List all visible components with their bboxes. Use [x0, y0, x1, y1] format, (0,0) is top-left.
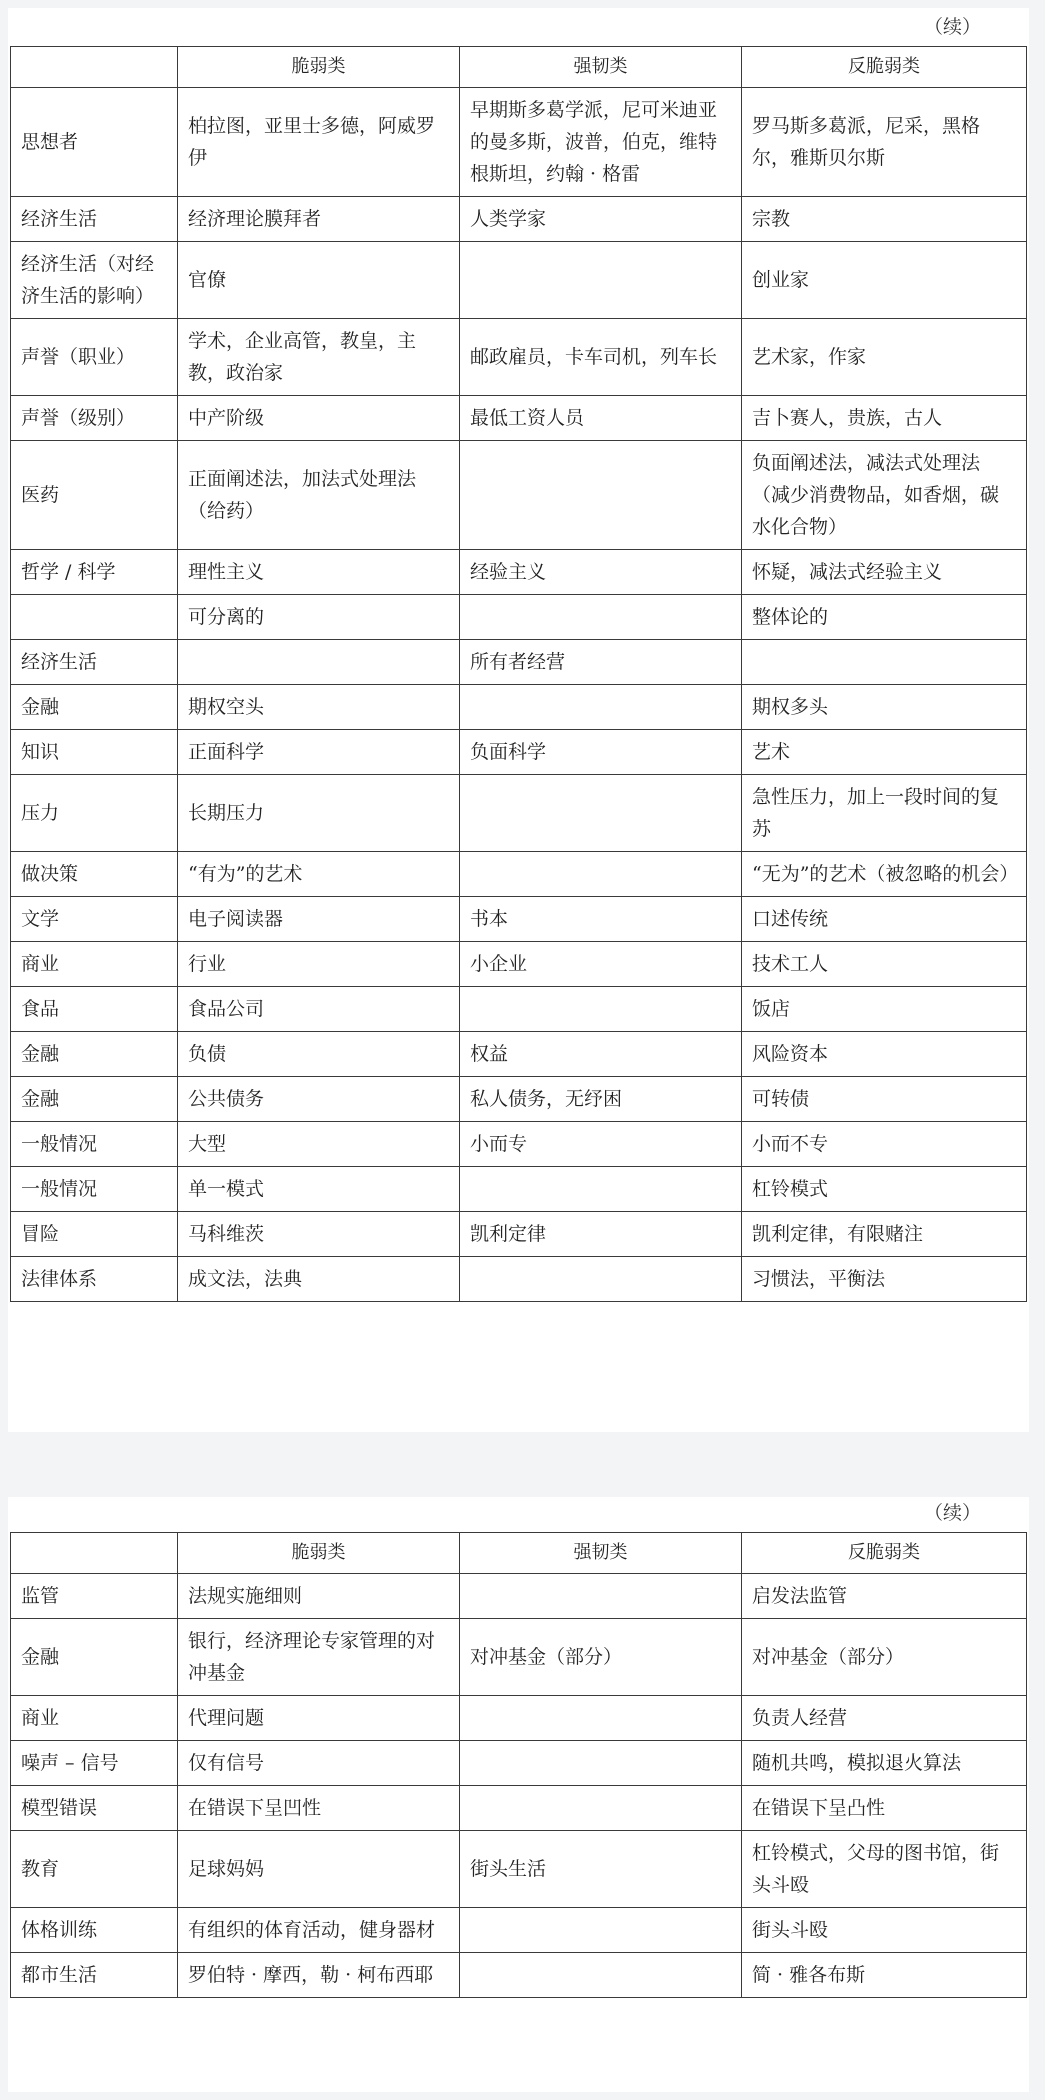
table-cell: 中产阶级 [178, 396, 460, 441]
table-cell [460, 242, 742, 319]
table-cell [460, 1786, 742, 1831]
table-cell: 理性主义 [178, 550, 460, 595]
row-category-cell: 法律体系 [11, 1257, 178, 1302]
table-cell: 官僚 [178, 242, 460, 319]
row-category-cell: 噪声 – 信号 [11, 1741, 178, 1786]
table-cell: 最低工资人员 [460, 396, 742, 441]
row-category-cell: 经济生活 [11, 640, 178, 685]
table-row [11, 319, 1027, 396]
table-cell: 权益 [460, 1032, 742, 1077]
table-cell: 成文法，法典 [178, 1257, 460, 1302]
table-cell [460, 1167, 742, 1212]
comparison-table-2 [10, 1532, 1027, 1998]
table-row [11, 1741, 1027, 1786]
table-row [11, 1696, 1027, 1741]
table-cell: 有组织的体育活动，健身器材 [178, 1908, 460, 1953]
row-category-cell: 文学 [11, 897, 178, 942]
table-cell: 经济理论膜拜者 [178, 197, 460, 242]
table-cell: 负面科学 [460, 730, 742, 775]
header-column-1: 脆弱类 [178, 1533, 460, 1574]
table-panel-1 [8, 8, 1029, 1432]
table-cell: 艺术 [742, 730, 1027, 775]
table-cell: 小企业 [460, 942, 742, 987]
row-category-cell: 医药 [11, 441, 178, 550]
table-cell: 杠铃模式 [742, 1167, 1027, 1212]
table-cell: 马科维茨 [178, 1212, 460, 1257]
table-cell [460, 1741, 742, 1786]
table-row [11, 1032, 1027, 1077]
table-row [11, 1122, 1027, 1167]
row-category-cell [11, 595, 178, 640]
table-panel-2 [8, 1497, 1029, 2092]
table-cell: 对冲基金（部分） [742, 1619, 1027, 1696]
table-cell: 街头斗殴 [742, 1908, 1027, 1953]
table-row [11, 852, 1027, 897]
row-category-cell: 金融 [11, 685, 178, 730]
table-cell [460, 1696, 742, 1741]
table-cell: 饭店 [742, 987, 1027, 1032]
table-cell [460, 987, 742, 1032]
table-cell [460, 1257, 742, 1302]
table-cell: 简 · 雅各布斯 [742, 1953, 1027, 1998]
table-cell [460, 775, 742, 852]
table-cell: 负债 [178, 1032, 460, 1077]
table-row [11, 775, 1027, 852]
table-row [11, 640, 1027, 685]
table-cell: 学术，企业高管，教皇，主教，政治家 [178, 319, 460, 396]
table-row [11, 396, 1027, 441]
table-row [11, 1953, 1027, 1998]
table-cell: 电子阅读器 [178, 897, 460, 942]
header-category [11, 47, 178, 88]
table-cell: 小而专 [460, 1122, 742, 1167]
table-row [11, 897, 1027, 942]
table-cell: 小而不专 [742, 1122, 1027, 1167]
table-cell: 习惯法，平衡法 [742, 1257, 1027, 1302]
table-cell [460, 441, 742, 550]
table-row [11, 1908, 1027, 1953]
table-cell: 宗教 [742, 197, 1027, 242]
table-row [11, 1077, 1027, 1122]
table-cell: 罗伯特 · 摩西，勒 · 柯布西耶 [178, 1953, 460, 1998]
table-cell: 期权多头 [742, 685, 1027, 730]
table-row [11, 1257, 1027, 1302]
row-category-cell: 一般情况 [11, 1167, 178, 1212]
row-category-cell: 经济生活 [11, 197, 178, 242]
table-row [11, 595, 1027, 640]
table-cell: 杠铃模式，父母的图书馆，街头斗殴 [742, 1831, 1027, 1908]
table-cell: 柏拉图，亚里士多德，阿威罗伊 [178, 88, 460, 197]
table-cell [178, 640, 460, 685]
table-row [11, 550, 1027, 595]
table-row [11, 1212, 1027, 1257]
table-cell: 怀疑，减法式经验主义 [742, 550, 1027, 595]
comparison-table-1 [10, 46, 1027, 1302]
table-row [11, 441, 1027, 550]
table-cell: 罗马斯多葛派，尼采，黑格尔，雅斯贝尔斯 [742, 88, 1027, 197]
header-column-2: 强韧类 [460, 1533, 742, 1574]
table-cell: 代理问题 [178, 1696, 460, 1741]
row-category-cell: 哲学 / 科学 [11, 550, 178, 595]
header-column-3: 反脆弱类 [742, 47, 1027, 88]
header-column-3: 反脆弱类 [742, 1533, 1027, 1574]
row-category-cell: 压力 [11, 775, 178, 852]
row-category-cell: 思想者 [11, 88, 178, 197]
table-cell: 足球妈妈 [178, 1831, 460, 1908]
table-row [11, 1786, 1027, 1831]
table-cell: 期权空头 [178, 685, 460, 730]
table-cell: 艺术家，作家 [742, 319, 1027, 396]
table-cell: 口述传统 [742, 897, 1027, 942]
row-category-cell: 一般情况 [11, 1122, 178, 1167]
continued-label: （续） [923, 1502, 981, 1524]
table-cell: 早期斯多葛学派，尼可米迪亚的曼多斯，波普，伯克，维特根斯坦，约翰 · 格雷 [460, 88, 742, 197]
table-cell: 街头生活 [460, 1831, 742, 1908]
table-cell: 启发法监管 [742, 1574, 1027, 1619]
row-category-cell: 金融 [11, 1032, 178, 1077]
table-cell: 负责人经营 [742, 1696, 1027, 1741]
table-cell [460, 595, 742, 640]
table-cell: 对冲基金（部分） [460, 1619, 742, 1696]
table-cell: 食品公司 [178, 987, 460, 1032]
table-cell: 可转债 [742, 1077, 1027, 1122]
table-row [11, 1574, 1027, 1619]
row-category-cell: 教育 [11, 1831, 178, 1908]
row-category-cell: 声誉（职业） [11, 319, 178, 396]
table-cell: 在错误下呈凹性 [178, 1786, 460, 1831]
table-cell: 私人债务，无纾困 [460, 1077, 742, 1122]
table-row [11, 242, 1027, 319]
table-cell: 法规实施细则 [178, 1574, 460, 1619]
table-cell: 凯利定律 [460, 1212, 742, 1257]
table-cell: 技术工人 [742, 942, 1027, 987]
row-category-cell: 知识 [11, 730, 178, 775]
row-category-cell: 冒险 [11, 1212, 178, 1257]
table-cell: 经验主义 [460, 550, 742, 595]
table-cell: 凯利定律，有限赌注 [742, 1212, 1027, 1257]
table-cell: 正面科学 [178, 730, 460, 775]
table-cell [460, 852, 742, 897]
continued-label: （续） [923, 16, 981, 38]
row-category-cell: 模型错误 [11, 1786, 178, 1831]
row-category-cell: 体格训练 [11, 1908, 178, 1953]
table-row [11, 1619, 1027, 1696]
table-cell: 邮政雇员，卡车司机，列车长 [460, 319, 742, 396]
table-cell: 行业 [178, 942, 460, 987]
table-cell: 人类学家 [460, 197, 742, 242]
table-cell: 吉卜赛人，贵族，古人 [742, 396, 1027, 441]
table-row [11, 987, 1027, 1032]
table-cell [460, 1574, 742, 1619]
row-category-cell: 做决策 [11, 852, 178, 897]
table-cell [460, 685, 742, 730]
header-column-2: 强韧类 [460, 47, 742, 88]
row-category-cell: 食品 [11, 987, 178, 1032]
table-row [11, 197, 1027, 242]
table-cell: 风险资本 [742, 1032, 1027, 1077]
row-category-cell: 都市生活 [11, 1953, 178, 1998]
table-header-row [11, 47, 1027, 88]
header-column-1: 脆弱类 [178, 47, 460, 88]
table-cell: “无为”的艺术（被忽略的机会） [742, 852, 1027, 897]
table-cell: 负面阐述法，减法式处理法（减少消费物品，如香烟，碳水化合物） [742, 441, 1027, 550]
table-cell [742, 640, 1027, 685]
table-cell: 急性压力，加上一段时间的复苏 [742, 775, 1027, 852]
table-row [11, 1831, 1027, 1908]
table-row [11, 685, 1027, 730]
table-cell [460, 1953, 742, 1998]
table-cell: 正面阐述法，加法式处理法（给药） [178, 441, 460, 550]
table-2-body [11, 1574, 1027, 1998]
table-cell: 可分离的 [178, 595, 460, 640]
row-category-cell: 商业 [11, 1696, 178, 1741]
header-category [11, 1533, 178, 1574]
table-cell: 银行，经济理论专家管理的对冲基金 [178, 1619, 460, 1696]
table-cell: 在错误下呈凸性 [742, 1786, 1027, 1831]
table-row [11, 88, 1027, 197]
table-cell: 创业家 [742, 242, 1027, 319]
row-category-cell: 经济生活（对经济生活的影响） [11, 242, 178, 319]
table-header-row [11, 1533, 1027, 1574]
table-cell: 大型 [178, 1122, 460, 1167]
table-cell: 随机共鸣，模拟退火算法 [742, 1741, 1027, 1786]
table-cell: 整体论的 [742, 595, 1027, 640]
table-cell: 公共债务 [178, 1077, 460, 1122]
table-cell: “有为”的艺术 [178, 852, 460, 897]
table-cell: 单一模式 [178, 1167, 460, 1212]
table-cell: 长期压力 [178, 775, 460, 852]
row-category-cell: 金融 [11, 1077, 178, 1122]
row-category-cell: 声誉（级别） [11, 396, 178, 441]
row-category-cell: 金融 [11, 1619, 178, 1696]
table-cell [460, 1908, 742, 1953]
table-cell: 所有者经营 [460, 640, 742, 685]
table-cell: 书本 [460, 897, 742, 942]
table-1-body [11, 88, 1027, 1302]
row-category-cell: 商业 [11, 942, 178, 987]
row-category-cell: 监管 [11, 1574, 178, 1619]
table-cell: 仅有信号 [178, 1741, 460, 1786]
table-row [11, 942, 1027, 987]
table-row [11, 1167, 1027, 1212]
table-row [11, 730, 1027, 775]
